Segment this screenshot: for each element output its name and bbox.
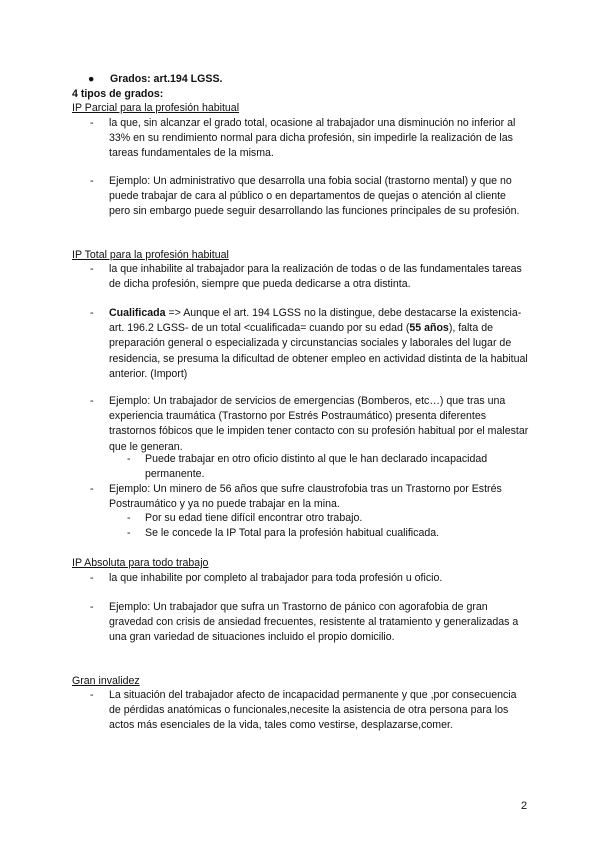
dash: - (90, 483, 94, 495)
item-text: Ejemplo: Un administrativo que desarrolla una fobia social (trastorno mental) y que no puede trabajar de cara al público o en departamentos de quejas o atención al cliente pero sin embargo puede seguir desarrollando las funciones principales de su profesión. (109, 175, 520, 218)
list-item (90, 688, 530, 734)
list-item (90, 394, 530, 455)
dash: - (90, 572, 94, 584)
item-text: Ejemplo: Un minero de 56 años que sufre claustrofobia tras un Trastorno por Estrés Postraumático y ya no puede trabajar en la mina. (109, 483, 502, 511)
list-item (90, 482, 530, 512)
dash: - (90, 307, 94, 319)
dash: - (127, 453, 131, 465)
item-text: Ejemplo: Un trabajador de servicios de emergencias (Bomberos, etc…) que tras una experiencia traumática (Trastorno por Estrés Postraumático) presenta diferentes trastornos fóbicos que le impiden tener contacto con su profesión habitual por el malestar que le generan. (109, 395, 529, 453)
dash: - (90, 689, 94, 701)
list-item-cualificada (90, 306, 530, 382)
dash: - (90, 601, 94, 613)
sub-item-text: Puede trabajar en otro oficio distinto al que le han declarado incapacidad permanente. (145, 453, 488, 481)
item-text: Ejemplo: Un trabajador que sufra un Trastorno de pánico con agorafobia de gran gravedad con crisis de ansiedad frecuentes, resistente al tratamiento y generalizadas a una gran variedad de situaciones incluido el propio domicilio. (109, 601, 519, 644)
dash: - (127, 512, 131, 524)
sub-list-item (127, 511, 527, 526)
bullet-dot: ● (88, 73, 95, 85)
item-text (109, 306, 530, 382)
bullet-text: Grados: art.194 LGSS. (110, 73, 223, 85)
list-item (90, 571, 530, 586)
sub-item-text: Se le concede la IP Total para la profesión habitual cualificada. (145, 527, 440, 539)
dash: - (127, 527, 131, 539)
list-item (90, 116, 530, 162)
item-text: La situación del trabajador afecto de incapacidad permanente y que ,por consecuencia de pérdidas anatómicas o funcionales,necesite la asistencia de otra persona para los actos más esenciales de la vida, tales como vestirse, desplazarse,comer. (109, 689, 517, 732)
section-title-ip-absoluta: IP Absoluta para todo trabajo (72, 557, 209, 569)
sub-list-item (127, 526, 527, 541)
section-title-ip-parcial: IP Parcial para la profesión habitual (72, 102, 240, 114)
dash: - (90, 395, 94, 407)
sub-item-text: Por su edad tiene difícil encontrar otro trabajo. (145, 512, 363, 524)
heading-tipos: 4 tipos de grados: (72, 88, 164, 100)
item-text: la que, sin alcanzar el grado total, ocasione al trabajador una disminución no inferior al 33% en su rendimiento normal para dicha profesión, sin impedirle la realización de las tareas fundamentales de la misma. (109, 117, 516, 160)
item-text-part-b: ), falta de preparación general o especializada y circunstancias sociales y laborales del lugar de residencia, se presuma la dificultad de obtener empleo en actividad distinta de la habitual anterior. (Import) (109, 322, 528, 380)
sub-list-item (127, 452, 527, 482)
list-item (90, 174, 530, 220)
item-text: la que inhabilite por completo al trabajador para toda profesión u oficio. (109, 572, 443, 584)
bullet-grados (88, 72, 222, 87)
dash: - (90, 263, 94, 275)
list-item (90, 600, 530, 646)
bold-55-anos: 55 años (409, 322, 449, 335)
section-title-ip-total: IP Total para la profesión habitual (72, 249, 229, 261)
bold-cualificada: Cualificada (109, 307, 166, 319)
page-number: 2 (521, 800, 528, 812)
section-title-gran-invalidez: Gran invalidez (72, 675, 140, 687)
dash: - (90, 117, 94, 129)
item-text-part-a: => Aunque el art. 194 LGSS no la distingue, debe destacarse la existencia-art. 196.2 LGSS- de un total <cualificada= cuando por su edad ( (109, 307, 522, 335)
list-item (90, 262, 530, 292)
dash: - (90, 175, 94, 187)
item-text: la que inhabilite al trabajador para la realización de todas o de las fundamentales tareas de dicha profesión, siempre que pueda dedicarse a otra distinta. (109, 263, 522, 291)
